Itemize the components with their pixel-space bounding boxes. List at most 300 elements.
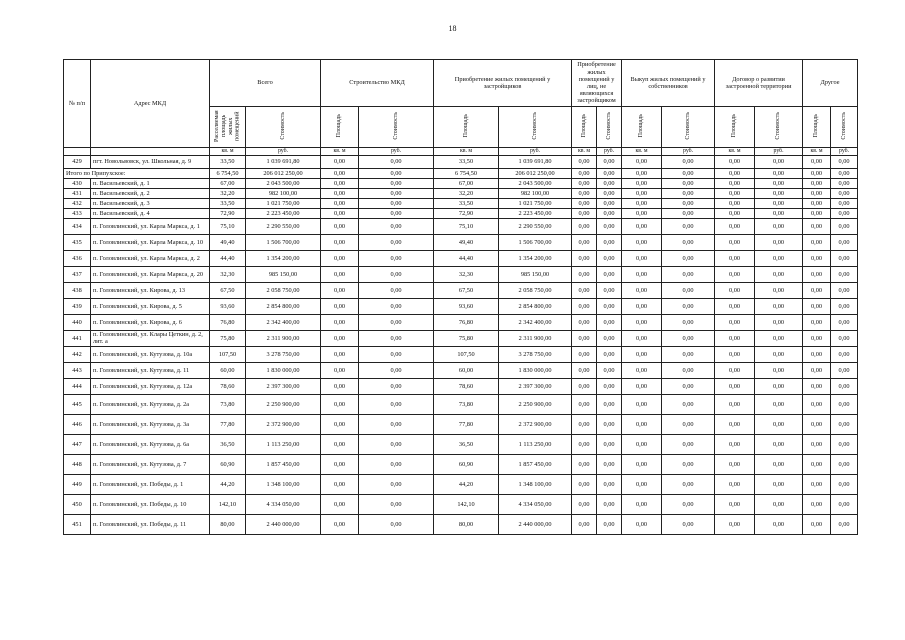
cell-area: 0,00	[572, 494, 597, 514]
cell-cost: 1 039 691,80	[246, 155, 321, 168]
cell-cost: 0,00	[662, 266, 715, 282]
cell-area: 0,00	[803, 282, 831, 298]
cell-area: 0,00	[321, 298, 359, 314]
cell-area: 0,00	[803, 168, 831, 178]
cell-cost: 0,00	[831, 266, 858, 282]
cell-cost: 2 223 450,00	[499, 208, 572, 218]
row-number: 442	[64, 346, 91, 362]
cell-area: 0,00	[622, 362, 662, 378]
cell-area: 60,90	[434, 454, 499, 474]
cell-area: 49,40	[434, 234, 499, 250]
cell-area: 44,40	[210, 250, 246, 266]
table-row	[64, 378, 858, 394]
cell-area: 0,00	[572, 208, 597, 218]
unit-blank	[64, 148, 91, 156]
cell-area: 0,00	[715, 514, 755, 534]
cell-cost: 0,00	[755, 218, 803, 234]
cell-area: 0,00	[321, 346, 359, 362]
cell-cost: 0,00	[831, 314, 858, 330]
row-number: 443	[64, 362, 91, 378]
cell-cost: 0,00	[662, 282, 715, 298]
row-number: 450	[64, 494, 91, 514]
cell-area: 60,00	[434, 362, 499, 378]
cell-area: 0,00	[572, 474, 597, 494]
row-number: 438	[64, 282, 91, 298]
cell-area: 0,00	[803, 208, 831, 218]
cell-cost: 1 354 200,00	[246, 250, 321, 266]
cell-area: 77,80	[434, 414, 499, 434]
cell-area: 60,90	[210, 454, 246, 474]
cell-cost: 0,00	[662, 208, 715, 218]
cell-area: 0,00	[803, 266, 831, 282]
cell-cost: 0,00	[662, 178, 715, 188]
cell-area: 67,00	[210, 178, 246, 188]
total-label: Итого по Припухское:	[64, 168, 210, 178]
cell-area: 0,00	[572, 250, 597, 266]
cell-cost: 2 043 500,00	[499, 178, 572, 188]
cell-area: 0,00	[321, 250, 359, 266]
cell-area: 0,00	[803, 234, 831, 250]
cell-area: 0,00	[622, 234, 662, 250]
cell-cost: 0,00	[597, 314, 622, 330]
cell-cost: 4 334 050,00	[246, 494, 321, 514]
cell-area: 75,10	[434, 218, 499, 234]
cell-cost: 0,00	[755, 514, 803, 534]
table-row	[64, 330, 858, 346]
cell-area: 67,00	[434, 178, 499, 188]
cell-area: 0,00	[572, 168, 597, 178]
cell-area: 0,00	[715, 250, 755, 266]
cell-cost: 0,00	[755, 394, 803, 414]
table-header	[64, 60, 858, 156]
cell-area: 93,60	[434, 298, 499, 314]
cell-cost: 0,00	[831, 474, 858, 494]
row-number: 440	[64, 314, 91, 330]
cell-area: 33,50	[434, 198, 499, 208]
cell-area: 0,00	[321, 178, 359, 188]
row-number: 435	[64, 234, 91, 250]
cell-cost: 0,00	[359, 494, 434, 514]
cell-cost: 0,00	[359, 514, 434, 534]
cell-cost: 0,00	[831, 218, 858, 234]
row-number: 439	[64, 298, 91, 314]
cell-cost: 0,00	[831, 494, 858, 514]
cell-cost: 0,00	[597, 250, 622, 266]
table-row	[64, 208, 858, 218]
row-address: п. Головлинский, ул. Кутузова, д. 2а	[91, 394, 210, 414]
cell-area: 0,00	[572, 188, 597, 198]
cell-cost: 2 043 500,00	[246, 178, 321, 188]
cell-cost: 0,00	[755, 330, 803, 346]
cell-area: 0,00	[622, 298, 662, 314]
cell-cost: 0,00	[662, 218, 715, 234]
cell-cost: 0,00	[662, 454, 715, 474]
cell-area: 44,40	[434, 250, 499, 266]
cell-cost: 0,00	[831, 250, 858, 266]
cell-cost: 4 334 050,00	[499, 494, 572, 514]
header-group-construction: Строительство МКД	[321, 60, 434, 107]
cell-area: 0,00	[572, 346, 597, 362]
cell-cost: 0,00	[662, 346, 715, 362]
cell-cost: 0,00	[359, 218, 434, 234]
cell-area: 0,00	[803, 250, 831, 266]
header-total-area: Расселяемая площадь жилых помещений	[210, 107, 246, 148]
cell-area: 0,00	[715, 362, 755, 378]
cell-area: 0,00	[622, 168, 662, 178]
cell-cost: 0,00	[662, 198, 715, 208]
cell-area: 0,00	[715, 454, 755, 474]
cell-cost: 0,00	[755, 414, 803, 434]
cell-area: 142,10	[210, 494, 246, 514]
cell-cost: 0,00	[597, 208, 622, 218]
row-number: 448	[64, 454, 91, 474]
cell-area: 0,00	[321, 414, 359, 434]
cell-cost: 0,00	[597, 474, 622, 494]
header-cost: Стоимость	[246, 107, 321, 148]
cell-cost: 0,00	[662, 314, 715, 330]
cell-area: 0,00	[715, 178, 755, 188]
cell-cost: 0,00	[755, 208, 803, 218]
cell-area: 0,00	[321, 330, 359, 346]
table-row	[64, 178, 858, 188]
cell-area: 6 754,50	[434, 168, 499, 178]
cell-area: 0,00	[622, 474, 662, 494]
cell-area: 0,00	[321, 474, 359, 494]
cell-area: 0,00	[622, 282, 662, 298]
cell-cost: 0,00	[831, 434, 858, 454]
row-address: п. Головлинский, ул. Карла Маркса, д. 20	[91, 266, 210, 282]
cell-area: 0,00	[622, 514, 662, 534]
row-address: п. Головлинский, ул. Победы, д. 1	[91, 474, 210, 494]
cell-cost: 0,00	[597, 346, 622, 362]
row-number: 437	[64, 266, 91, 282]
cell-area: 93,60	[210, 298, 246, 314]
cell-area: 0,00	[622, 454, 662, 474]
cell-area: 0,00	[572, 514, 597, 534]
cell-area: 0,00	[321, 188, 359, 198]
cell-cost: 0,00	[662, 378, 715, 394]
cell-cost: 1 830 000,00	[246, 362, 321, 378]
cell-cost: 206 012 250,00	[246, 168, 321, 178]
cell-cost: 0,00	[755, 178, 803, 188]
cell-cost: 0,00	[597, 514, 622, 534]
row-address: пгт. Новольвовск, ул. Школьная, д. 9	[91, 155, 210, 168]
cell-cost: 2 250 900,00	[246, 394, 321, 414]
cell-area: 0,00	[715, 346, 755, 362]
cell-cost: 3 278 750,00	[499, 346, 572, 362]
header-area: Площадь	[321, 107, 359, 148]
header-cost: Стоимость	[359, 107, 434, 148]
resettlement-table	[63, 59, 858, 535]
unit-rub: руб.	[597, 148, 622, 156]
cell-cost: 0,00	[597, 330, 622, 346]
cell-area: 0,00	[803, 314, 831, 330]
cell-area: 76,80	[434, 314, 499, 330]
cell-area: 0,00	[572, 266, 597, 282]
cell-cost: 2 854 800,00	[499, 298, 572, 314]
cell-cost: 0,00	[359, 346, 434, 362]
cell-area: 44,20	[434, 474, 499, 494]
row-number: 447	[64, 434, 91, 454]
cell-area: 107,50	[210, 346, 246, 362]
cell-area: 73,80	[434, 394, 499, 414]
row-address: п. Васильевский, д. 1	[91, 178, 210, 188]
header-area: Площадь	[715, 107, 755, 148]
cell-area: 0,00	[715, 218, 755, 234]
unit-sqm: кв. м	[434, 148, 499, 156]
cell-cost: 2 058 750,00	[246, 282, 321, 298]
cell-cost: 0,00	[359, 155, 434, 168]
cell-cost: 2 372 900,00	[246, 414, 321, 434]
cell-area: 0,00	[321, 266, 359, 282]
cell-cost: 0,00	[359, 282, 434, 298]
cell-area: 0,00	[803, 188, 831, 198]
cell-cost: 0,00	[755, 346, 803, 362]
cell-cost: 0,00	[831, 454, 858, 474]
cell-area: 0,00	[715, 234, 755, 250]
cell-cost: 2 397 300,00	[246, 378, 321, 394]
cell-cost: 0,00	[662, 188, 715, 198]
cell-area: 36,50	[434, 434, 499, 454]
cell-area: 32,20	[210, 188, 246, 198]
table-row	[64, 362, 858, 378]
cell-area: 0,00	[572, 362, 597, 378]
row-number: 451	[64, 514, 91, 534]
cell-area: 0,00	[321, 394, 359, 414]
cell-cost: 0,00	[597, 218, 622, 234]
cell-area: 0,00	[572, 414, 597, 434]
header-cost: Стоимость	[755, 107, 803, 148]
row-address: п. Головлинский, ул. Победы, д. 10	[91, 494, 210, 514]
cell-cost: 0,00	[831, 330, 858, 346]
cell-cost: 0,00	[662, 434, 715, 454]
cell-area: 0,00	[622, 378, 662, 394]
cell-area: 0,00	[622, 250, 662, 266]
row-address: п. Головлинский, ул. Кутузова, д. 10а	[91, 346, 210, 362]
cell-area: 0,00	[321, 378, 359, 394]
table-row	[64, 434, 858, 454]
cell-area: 107,50	[434, 346, 499, 362]
table-row	[64, 282, 858, 298]
cell-cost: 1 830 000,00	[499, 362, 572, 378]
cell-cost: 0,00	[755, 266, 803, 282]
cell-area: 0,00	[622, 218, 662, 234]
header-cost: Стоимость	[831, 107, 858, 148]
cell-area: 0,00	[803, 178, 831, 188]
cell-cost: 2 250 900,00	[499, 394, 572, 414]
cell-area: 0,00	[803, 346, 831, 362]
cell-cost: 0,00	[755, 168, 803, 178]
cell-area: 0,00	[622, 198, 662, 208]
row-address: п. Головлинский, ул. Кутузова, д. 7	[91, 454, 210, 474]
unit-rub: руб.	[359, 148, 434, 156]
cell-area: 0,00	[572, 394, 597, 414]
row-number: 433	[64, 208, 91, 218]
cell-cost: 0,00	[359, 434, 434, 454]
cell-area: 0,00	[803, 155, 831, 168]
cell-cost: 0,00	[831, 155, 858, 168]
cell-area: 0,00	[622, 208, 662, 218]
cell-area: 0,00	[803, 394, 831, 414]
cell-area: 73,80	[210, 394, 246, 414]
cell-area: 0,00	[803, 362, 831, 378]
cell-area: 0,00	[622, 155, 662, 168]
cell-area: 72,90	[434, 208, 499, 218]
cell-cost: 0,00	[597, 362, 622, 378]
cell-area: 0,00	[803, 330, 831, 346]
cell-area: 0,00	[622, 346, 662, 362]
cell-area: 0,00	[321, 514, 359, 534]
row-number: 436	[64, 250, 91, 266]
cell-area: 0,00	[803, 434, 831, 454]
cell-area: 0,00	[715, 282, 755, 298]
cell-area: 0,00	[321, 234, 359, 250]
cell-cost: 0,00	[359, 314, 434, 330]
cell-area: 32,20	[434, 188, 499, 198]
cell-cost: 0,00	[597, 234, 622, 250]
cell-cost: 1 021 750,00	[499, 198, 572, 208]
cell-cost: 0,00	[359, 298, 434, 314]
cell-area: 0,00	[321, 168, 359, 178]
cell-area: 6 754,50	[210, 168, 246, 178]
unit-sqm: кв. м	[715, 148, 755, 156]
cell-cost: 0,00	[597, 298, 622, 314]
row-number: 434	[64, 218, 91, 234]
row-number: 429	[64, 155, 91, 168]
header-group-other: Другое	[803, 60, 858, 107]
header-num: № п/п	[64, 60, 91, 148]
cell-cost: 0,00	[359, 362, 434, 378]
cell-cost: 0,00	[597, 155, 622, 168]
row-address: п. Головлинский, ул. Кутузова, д. 6а	[91, 434, 210, 454]
cell-area: 0,00	[572, 178, 597, 188]
cell-cost: 2 223 450,00	[246, 208, 321, 218]
cell-cost: 0,00	[831, 282, 858, 298]
cell-area: 49,40	[210, 234, 246, 250]
cell-area: 0,00	[321, 494, 359, 514]
cell-cost: 0,00	[831, 234, 858, 250]
cell-cost: 0,00	[755, 234, 803, 250]
cell-area: 76,80	[210, 314, 246, 330]
cell-area: 0,00	[715, 298, 755, 314]
cell-area: 0,00	[321, 218, 359, 234]
cell-cost: 0,00	[755, 434, 803, 454]
row-address: п. Головлинский, ул. Кутузова, д. 12а	[91, 378, 210, 394]
cell-cost: 0,00	[597, 168, 622, 178]
cell-area: 75,80	[210, 330, 246, 346]
table-row	[64, 314, 858, 330]
cell-area: 0,00	[321, 208, 359, 218]
header-cost: Стоимость	[597, 107, 622, 148]
cell-cost: 0,00	[662, 234, 715, 250]
cell-cost: 2 311 900,00	[499, 330, 572, 346]
cell-cost: 1 348 100,00	[246, 474, 321, 494]
cell-area: 0,00	[572, 378, 597, 394]
cell-area: 0,00	[622, 414, 662, 434]
cell-cost: 2 290 550,00	[499, 218, 572, 234]
cell-cost: 0,00	[359, 414, 434, 434]
cell-area: 0,00	[803, 378, 831, 394]
cell-cost: 0,00	[755, 314, 803, 330]
cell-cost: 982 100,00	[246, 188, 321, 198]
cell-cost: 0,00	[662, 514, 715, 534]
cell-area: 0,00	[715, 474, 755, 494]
row-address: п. Головлинский, ул. Карла Маркса, д. 10	[91, 234, 210, 250]
cell-cost: 0,00	[831, 178, 858, 188]
row-number: 431	[64, 188, 91, 198]
table-row	[64, 250, 858, 266]
header-group-purchase-other: Приобретение жилых помещений у лиц, не являющихся застройщиком	[572, 60, 622, 107]
cell-cost: 0,00	[597, 188, 622, 198]
cell-cost: 0,00	[831, 168, 858, 178]
header-cost: Стоимость	[662, 107, 715, 148]
row-address: п. Головлинский, ул. Кутузова, д. 3а	[91, 414, 210, 434]
table-row	[64, 414, 858, 434]
unit-rub: руб.	[499, 148, 572, 156]
cell-cost: 206 012 250,00	[499, 168, 572, 178]
cell-area: 0,00	[572, 454, 597, 474]
header-area: Площадь	[803, 107, 831, 148]
cell-cost: 0,00	[359, 378, 434, 394]
cell-cost: 0,00	[359, 454, 434, 474]
cell-cost: 1 354 200,00	[499, 250, 572, 266]
cell-cost: 0,00	[597, 434, 622, 454]
cell-cost: 0,00	[359, 178, 434, 188]
cell-cost: 0,00	[662, 394, 715, 414]
cell-area: 0,00	[321, 434, 359, 454]
cell-area: 0,00	[715, 208, 755, 218]
cell-cost: 1 113 250,00	[499, 434, 572, 454]
row-address: п. Головлинский, ул. Кирова, д. 6	[91, 314, 210, 330]
cell-area: 0,00	[803, 514, 831, 534]
cell-area: 0,00	[622, 330, 662, 346]
unit-sqm: кв. м	[321, 148, 359, 156]
cell-cost: 1 021 750,00	[246, 198, 321, 208]
row-number: 449	[64, 474, 91, 494]
table-row	[64, 155, 858, 168]
cell-cost: 0,00	[597, 266, 622, 282]
cell-area: 0,00	[622, 394, 662, 414]
cell-cost: 3 278 750,00	[246, 346, 321, 362]
table-body	[64, 155, 858, 534]
cell-area: 0,00	[715, 188, 755, 198]
table-row	[64, 514, 858, 534]
cell-cost: 0,00	[359, 394, 434, 414]
cell-area: 0,00	[803, 298, 831, 314]
cell-cost: 982 100,00	[499, 188, 572, 198]
cell-area: 33,50	[434, 155, 499, 168]
cell-cost: 2 440 000,00	[499, 514, 572, 534]
cell-cost: 0,00	[755, 198, 803, 208]
page-number: 18	[448, 24, 457, 33]
cell-area: 33,50	[210, 155, 246, 168]
cell-cost: 0,00	[662, 155, 715, 168]
cell-cost: 0,00	[755, 282, 803, 298]
row-number: 441	[64, 330, 91, 346]
cell-area: 0,00	[715, 394, 755, 414]
cell-area: 0,00	[803, 198, 831, 208]
table-row	[64, 298, 858, 314]
cell-cost: 1 506 700,00	[246, 234, 321, 250]
cell-cost: 0,00	[359, 168, 434, 178]
cell-cost: 1 506 700,00	[499, 234, 572, 250]
row-number: 432	[64, 198, 91, 208]
cell-area: 78,60	[434, 378, 499, 394]
cell-cost: 0,00	[597, 198, 622, 208]
table-total-row	[64, 168, 858, 178]
cell-cost: 0,00	[755, 188, 803, 198]
cell-cost: 0,00	[597, 394, 622, 414]
